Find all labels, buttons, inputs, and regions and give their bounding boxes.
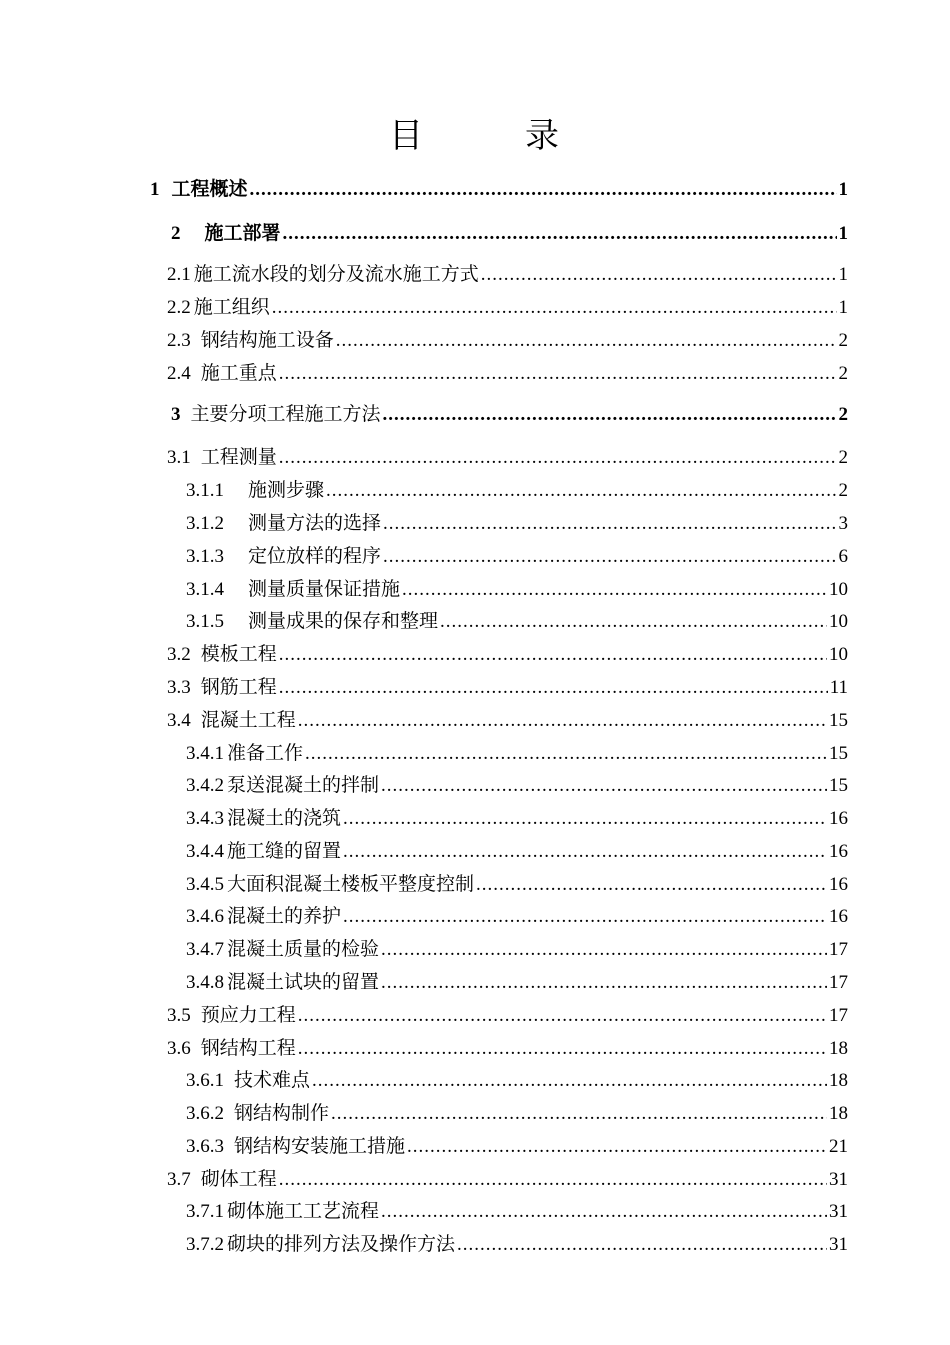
toc-page-number: 2 (838, 447, 848, 468)
toc-text: 混凝土的养护 (227, 906, 342, 927)
title-char-2: 录 (525, 118, 561, 155)
toc-num: 3 (171, 404, 181, 425)
toc-entry-3-7-2[interactable] (186, 1233, 848, 1257)
toc-num: 3.4.5 (186, 874, 224, 895)
dot-leader (336, 329, 837, 353)
dot-leader (343, 905, 827, 929)
toc-page-number: 17 (829, 972, 848, 993)
toc-entry-3-1-1[interactable] (186, 479, 848, 503)
toc-page-number: 1 (838, 264, 848, 285)
toc-text: 预应力工程 (200, 1005, 296, 1026)
toc-page-number: 21 (829, 1136, 848, 1157)
toc-page-number: 2 (838, 480, 848, 501)
toc-text: 施工部署 (204, 223, 281, 244)
toc-page-number: 31 (829, 1201, 848, 1222)
dot-leader (381, 971, 827, 995)
toc-entry-3-6[interactable] (167, 1037, 848, 1061)
dot-leader (283, 222, 837, 246)
dot-leader (383, 403, 837, 427)
toc-text: 测量方法的选择 (248, 513, 382, 534)
toc-text: 测量成果的保存和整理 (248, 611, 439, 632)
toc-text: 钢结构工程 (200, 1038, 296, 1059)
toc-page-number: 18 (829, 1038, 848, 1059)
dot-leader (326, 479, 836, 503)
toc-text: 砌体施工工艺流程 (227, 1201, 380, 1222)
toc-entry-3-6-2[interactable] (186, 1102, 848, 1126)
toc-num: 3.1.4 (186, 579, 224, 600)
dot-leader (383, 512, 836, 536)
dot-leader (279, 362, 837, 386)
toc-entry-1[interactable] (150, 178, 848, 202)
toc-entry-3-1[interactable] (167, 446, 848, 470)
toc-num: 3.1.2 (186, 513, 224, 534)
toc-num: 3.6.3 (186, 1136, 224, 1157)
dot-leader (298, 1037, 827, 1061)
toc-page-number: 17 (829, 939, 848, 960)
dot-leader (305, 742, 827, 766)
dot-leader (331, 1102, 827, 1126)
toc-num: 3.5 (167, 1005, 191, 1026)
toc-page-number: 18 (829, 1103, 848, 1124)
toc-text: 钢结构制作 (234, 1103, 330, 1124)
toc-num: 3.7 (167, 1169, 191, 1190)
toc-num: 2.3 (167, 330, 191, 351)
toc-num: 3.1.1 (186, 480, 224, 501)
toc-entry-3-1-5[interactable] (186, 610, 848, 634)
toc-num: 3.6 (167, 1038, 191, 1059)
toc-entry-2-4[interactable] (167, 362, 848, 386)
toc-num: 3.4.4 (186, 841, 224, 862)
toc-page-number: 16 (829, 808, 848, 829)
toc-entry-3-2[interactable] (167, 643, 848, 667)
toc-entry-3-1-3[interactable] (186, 545, 848, 569)
toc-text: 混凝土工程 (200, 710, 296, 731)
dot-leader (343, 807, 827, 831)
dot-leader (440, 610, 827, 634)
toc-num: 3.4 (167, 710, 191, 731)
toc-text: 技术难点 (234, 1070, 311, 1091)
toc-entry-3-1-2[interactable] (186, 512, 848, 536)
toc-num: 1 (150, 179, 160, 200)
toc-entry-3-1-4[interactable] (186, 578, 848, 602)
toc-page-number: 16 (829, 841, 848, 862)
dot-leader (381, 938, 827, 962)
toc-num: 3.4.7 (186, 939, 224, 960)
toc-page-number: 16 (829, 906, 848, 927)
toc-entry-3-4-1[interactable] (186, 742, 848, 766)
toc-entry-3-6-3[interactable] (186, 1135, 848, 1159)
toc-entry-3-6-1[interactable] (186, 1069, 848, 1093)
toc-entry-3-4-5[interactable] (186, 873, 848, 897)
toc-page-number: 10 (829, 644, 848, 665)
toc-entry-3-4-2[interactable] (186, 774, 848, 798)
dot-leader (272, 296, 837, 320)
toc-page-number: 6 (838, 546, 848, 567)
toc-text: 主要分项工程施工方法 (190, 404, 381, 425)
toc-entry-3-4-6[interactable] (186, 905, 848, 929)
toc-text: 施工流水段的划分及流水施工方式 (193, 264, 479, 285)
toc-page-number: 15 (829, 775, 848, 796)
toc-text: 模板工程 (200, 644, 277, 665)
dot-leader (457, 1233, 827, 1257)
dot-leader (298, 709, 827, 733)
toc-entry-3-4-3[interactable] (186, 807, 848, 831)
toc-text: 大面积混凝土楼板平整度控制 (227, 874, 475, 895)
toc-text: 钢筋工程 (200, 677, 277, 698)
toc-entry-3-4-7[interactable] (186, 938, 848, 962)
toc-entry-2-2[interactable] (167, 296, 848, 320)
toc-num: 3.4.6 (186, 906, 224, 927)
toc-text: 施工缝的留置 (227, 841, 342, 862)
toc-entry-3-7[interactable] (167, 1168, 848, 1192)
toc-entry-3[interactable] (167, 403, 848, 427)
toc-text: 准备工作 (227, 743, 304, 764)
dot-leader (250, 178, 837, 202)
toc-entry-2-3[interactable] (167, 329, 848, 353)
toc-num: 3.4.8 (186, 972, 224, 993)
toc-entry-2[interactable] (167, 222, 848, 246)
toc-entry-2-1[interactable] (167, 263, 848, 287)
toc-text: 测量质量保证措施 (248, 579, 401, 600)
dot-leader (312, 1069, 827, 1093)
dot-leader (343, 840, 827, 864)
toc-text: 混凝土质量的检验 (227, 939, 380, 960)
page-title (0, 108, 950, 157)
toc-page-number: 10 (829, 579, 848, 600)
toc-num: 3.1 (167, 447, 191, 468)
toc-num: 2.4 (167, 363, 191, 384)
toc-text: 定位放样的程序 (248, 546, 382, 567)
dot-leader (476, 873, 827, 897)
toc-num: 3.6.1 (186, 1070, 224, 1091)
toc-page-number: 15 (829, 710, 848, 731)
dot-leader (407, 1135, 827, 1159)
toc-num: 3.4.3 (186, 808, 224, 829)
toc-page-number: 10 (829, 611, 848, 632)
toc-text: 钢结构安装施工措施 (234, 1136, 406, 1157)
toc-page-number: 1 (838, 223, 848, 244)
toc-page-number: 3 (838, 513, 848, 534)
toc-num: 3.4.2 (186, 775, 224, 796)
toc-entry-3-4[interactable] (167, 709, 848, 733)
toc-page-number: 1 (838, 297, 848, 318)
toc-text: 砌体工程 (200, 1169, 277, 1190)
toc-entry-3-5[interactable] (167, 1004, 848, 1028)
dot-leader (279, 643, 827, 667)
dot-leader (298, 1004, 827, 1028)
toc-text: 施测步骤 (248, 480, 325, 501)
dot-leader (279, 446, 837, 470)
toc-entry-3-4-8[interactable] (186, 971, 848, 995)
toc-num: 3.1.5 (186, 611, 224, 632)
toc-num: 2.2 (167, 297, 191, 318)
toc-text: 工程测量 (200, 447, 277, 468)
toc-page-number: 2 (838, 363, 848, 384)
dot-leader (383, 545, 836, 569)
toc-num: 2.1 (167, 264, 191, 285)
dot-leader (402, 578, 827, 602)
toc-text: 钢结构施工设备 (200, 330, 334, 351)
toc-num: 3.2 (167, 644, 191, 665)
toc-page-number: 11 (829, 677, 848, 698)
toc-num: 3.7.2 (186, 1234, 224, 1255)
toc-num: 3.3 (167, 677, 191, 698)
toc-text: 施工组织 (193, 297, 270, 318)
toc-page-number: 15 (829, 743, 848, 764)
toc-entry-3-7-1[interactable] (186, 1200, 848, 1224)
toc-page-number: 2 (838, 404, 848, 425)
toc-text: 施工重点 (200, 363, 277, 384)
dot-leader (481, 263, 837, 287)
dot-leader (279, 1168, 827, 1192)
toc-num: 3.4.1 (186, 743, 224, 764)
toc-text: 泵送混凝土的拌制 (227, 775, 380, 796)
toc-page-number: 2 (838, 330, 848, 351)
title-char-1: 目 (389, 118, 425, 155)
toc-text: 混凝土的浇筑 (227, 808, 342, 829)
dot-leader (279, 676, 828, 700)
toc-num: 3.6.2 (186, 1103, 224, 1124)
toc-num: 2 (171, 223, 181, 244)
toc-entry-3-4-4[interactable] (186, 840, 848, 864)
toc-num: 3.7.1 (186, 1201, 224, 1222)
dot-leader (381, 1200, 827, 1224)
toc-page-number: 18 (829, 1070, 848, 1091)
toc-entry-3-3[interactable] (167, 676, 848, 700)
toc-page-number: 31 (829, 1169, 848, 1190)
dot-leader (381, 774, 827, 798)
toc-page-number: 31 (829, 1234, 848, 1255)
toc-page-number: 16 (829, 874, 848, 895)
toc-num: 3.1.3 (186, 546, 224, 567)
toc-page-number: 17 (829, 1005, 848, 1026)
toc-page-number: 1 (838, 179, 848, 200)
toc-text: 混凝土试块的留置 (227, 972, 380, 993)
toc-text: 工程概述 (171, 179, 248, 200)
toc-text: 砌块的排列方法及操作方法 (227, 1234, 456, 1255)
